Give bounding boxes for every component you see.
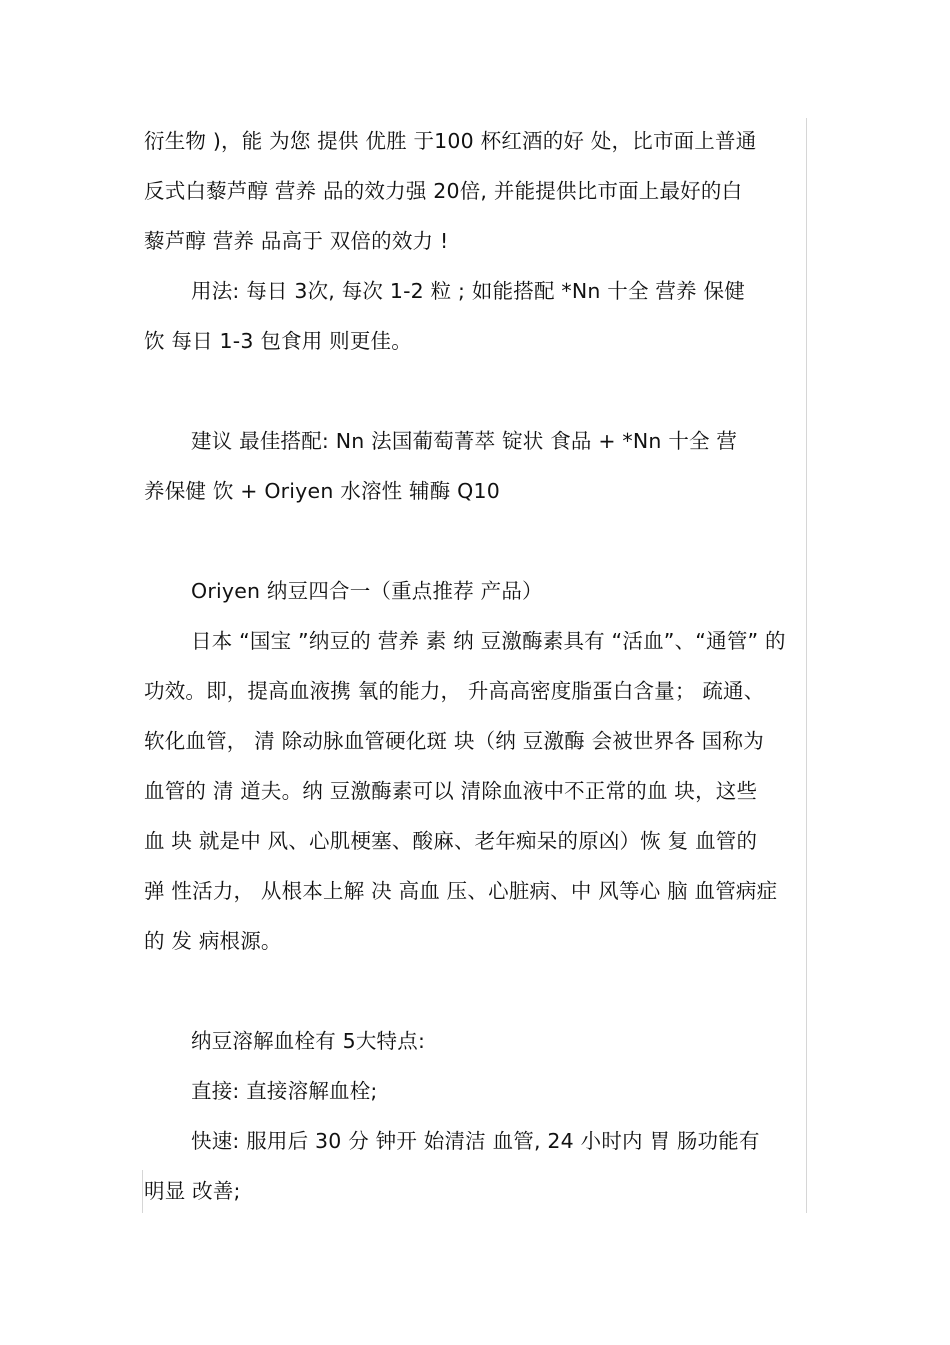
text-line-15: 血 块 就是中 风、心肌梗塞、酸麻、老年痴呆的原凶）恢 复 血管的 [144, 829, 758, 853]
paragraph-gap [144, 966, 806, 1016]
paragraph-start: 日本 “国宝 ”纳豆的 营养 素 纳 豆激酶素具有 “活血”、“通管” 的 [191, 629, 786, 653]
page-border-right [806, 118, 807, 1213]
recommendation-line: 建议 最佳搭配: Nn 法国葡萄菁萃 锭状 食品 + *Nn 十全 营 [191, 429, 738, 453]
text-line-14: 血管的 清 道夫。纳 豆激酶素可以 清除血液中不正常的血 块，这些 [144, 779, 758, 803]
section-heading: Oriyen 纳豆四合一（重点推荐 产品） [191, 579, 543, 603]
text-line-22: 明显 改善; [144, 1179, 241, 1203]
features-heading: 纳豆溶解血栓有 5大特点: [191, 1029, 426, 1053]
usage-line: 用法: 每日 3次, 每次 1-2 粒 ; 如能搭配 *Nn 十全 营养 保健 [191, 279, 745, 303]
text-line-13: 软化血管， 清 除动脉血管硬化斑 块（纳 豆激酶 会被世界各 国称为 [144, 729, 764, 753]
paragraph-gap [144, 366, 806, 416]
page-border-left [142, 1170, 143, 1213]
text-line-5: 饮 每日 1-3 包食用 则更佳。 [144, 329, 412, 353]
body-text [144, 116, 806, 1216]
feature-direct: 直接: 直接溶解血栓; [191, 1079, 378, 1103]
text-line-1: 衍生物 )，能 为您 提供 优胜 于100 杯红酒的好 处，比市面上普通 [144, 129, 757, 153]
text-line-2: 反式白藜芦醇 营养 品的效力强 20倍, 并能提供比市面上最好的白 [144, 179, 743, 203]
text-line-16: 弹 性活力， 从根本上解 决 高血 压、心脏病、中 风等心 脑 血管病症 [144, 879, 778, 903]
text-line-12: 功效。即，提高血液携 氧的能力， 升高高密度脂蛋白含量； 疏通、 [144, 679, 765, 703]
paragraph-gap [144, 516, 806, 566]
feature-fast: 快速: 服用后 30 分 钟开 始清洁 血管, 24 小时内 胃 肠功能有 [191, 1129, 760, 1153]
text-line-8: 养保健 饮 + Oriyen 水溶性 辅酶 Q10 [144, 479, 500, 503]
text-line-3: 藜芦醇 营养 品高于 双倍的效力 ! [144, 229, 449, 253]
text-line-17: 的 发 病根源。 [144, 929, 282, 953]
